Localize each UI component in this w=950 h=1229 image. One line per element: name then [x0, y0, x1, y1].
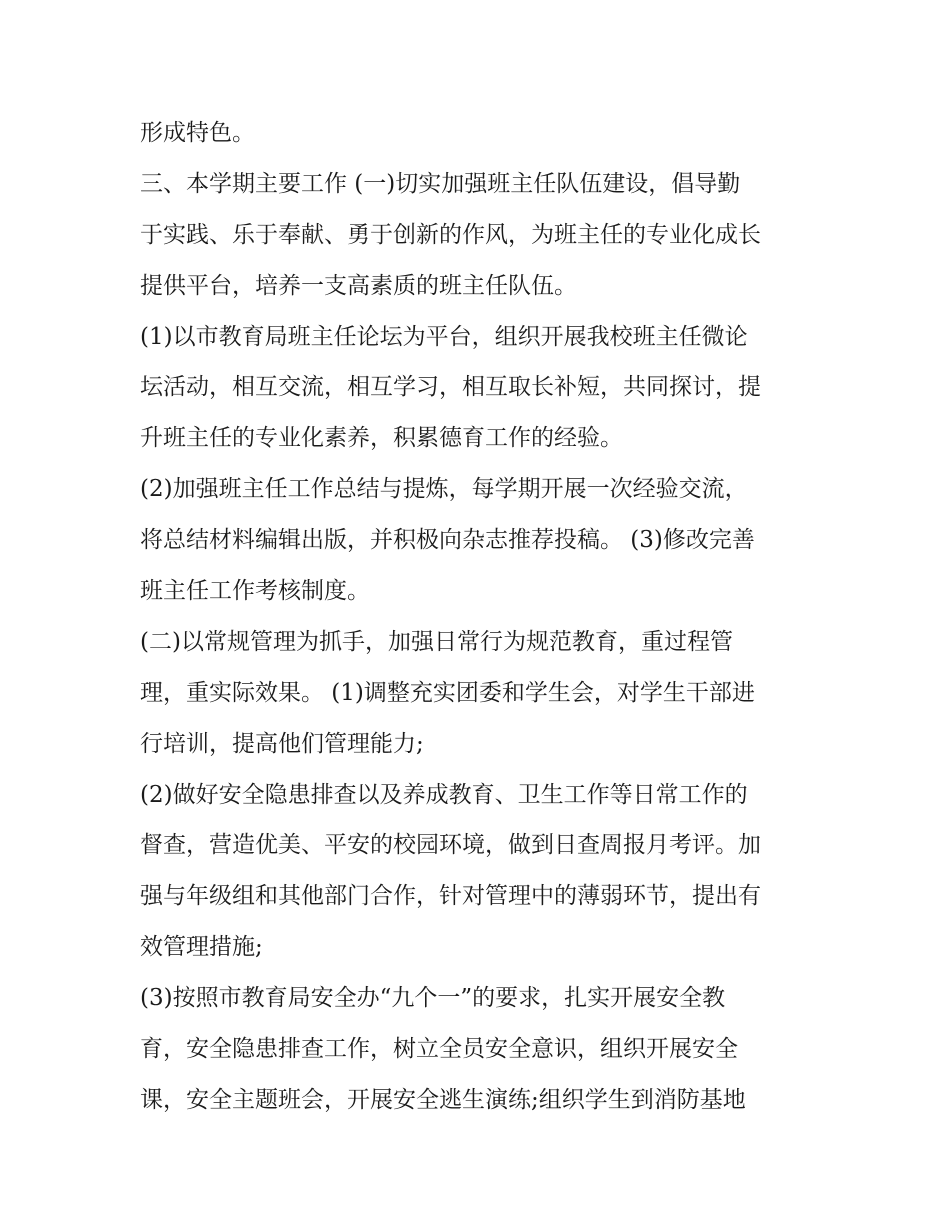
- text-line: 行培训，提高他们管理能力;: [140, 730, 424, 757]
- text-line: (3)按照市教育局安全办“九个一”的要求，扎实开展安全教: [140, 985, 726, 1012]
- text-line: 将总结材料编辑出版，并积极向杂志推荐投稿。 (3)修改完善: [140, 527, 755, 554]
- text-line: 提供平台，培养一支高素质的班主任队伍。: [140, 272, 577, 299]
- text-line: (2)做好安全隐患排查以及养成教育、卫生工作等日常工作的: [140, 781, 748, 808]
- text-line: 班主任工作考核制度。: [140, 578, 370, 605]
- text-line: 育，安全隐患排查工作，树立全员安全意识，组织开展安全: [140, 1036, 738, 1063]
- text-line: (2)加强班主任工作总结与提炼，每学期开展一次经验交流，: [140, 476, 748, 503]
- text-line: 理，重实际效果。 (1)调整充实团委和学生会，对学生干部进: [140, 679, 755, 706]
- text-line: (1)以市教育局班主任论坛为平台，组织开展我校班主任微论: [140, 323, 748, 350]
- text-line: 三、本学期主要工作 (一)切实加强班主任队伍建设，倡导勤: [140, 170, 741, 197]
- text-line: 形成特色。: [140, 120, 255, 146]
- text-line: (二)以常规管理为抓手，加强日常行为规范教育，重过程管: [140, 628, 733, 655]
- text-line: 升班主任的专业化素养，积累德育工作的经验。: [140, 425, 623, 452]
- text-line: 坛活动，相互交流，相互学习，相互取长补短，共同探讨，提: [140, 374, 761, 401]
- body-text: [140, 108, 840, 1126]
- text-line: 强与年级组和其他部门合作，针对管理中的薄弱环节，提出有: [140, 883, 761, 910]
- text-line: 课，安全主题班会，开展安全逃生演练;组织学生到消防基地: [140, 1086, 746, 1113]
- text-line: 效管理措施;: [140, 934, 263, 961]
- text-line: 督查，营造优美、平安的校园环境，做到日查周报月考评。加: [140, 832, 761, 859]
- text-line: 于实践、乐于奉献、勇于创新的作风，为班主任的专业化成长: [140, 221, 761, 248]
